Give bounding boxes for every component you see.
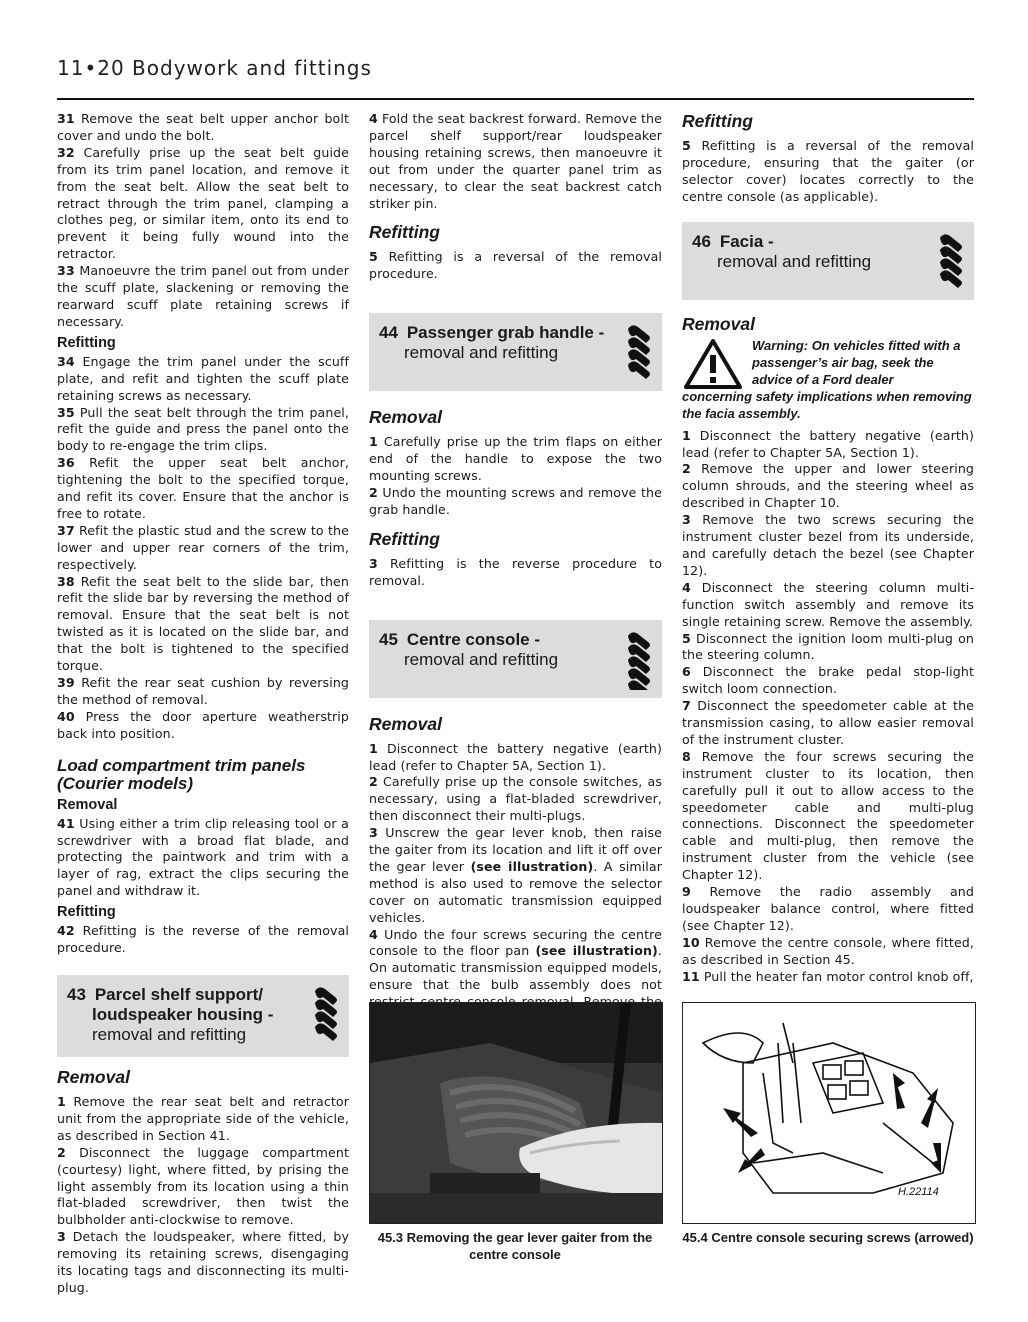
illustration-centre-console-screws xyxy=(682,1002,976,1224)
paragraph-1: 1 Disconnect the battery negative (earth) lead (refer to Chapter 5A, Section 1). xyxy=(369,740,662,773)
removal-heading: Removal xyxy=(369,407,442,428)
paragraph-31: 31 Remove the seat belt upper anchor bolt cover and undo the bolt. xyxy=(57,111,349,143)
spanner-difficulty-icon xyxy=(624,628,650,690)
paragraph-1: 1 Remove the rear seat belt and retractor unit from the appropriate side of the vehicle, as described in Section 41. xyxy=(57,1093,349,1143)
paragraph-32: 32 Carefully prise up the seat belt guide from its trim panel location, and remove it from the seat belt. Allow the seat belt to retract through the trim panel, clamping a clothes peg, or similar item, onto its end to prevent it being fully wound into the retractor. xyxy=(57,144,349,262)
paragraph-1: 1 Disconnect the battery negative (earth) lead (refer to Chapter 5A, Section 1). xyxy=(682,427,974,460)
section-46-subtitle: removal and refitting xyxy=(717,251,872,271)
paragraph-3: 3 Detach the loudspeaker, where fitted, by removing its retaining screws, disengaging its locating tags and disconnecting its multi-plug. xyxy=(57,1229,349,1295)
page-header: 11•20 Bodywork and fittings xyxy=(57,56,372,80)
figure-45-4-caption: 45.4 Centre console securing screws (arrowed) xyxy=(682,1230,974,1245)
paragraph-4: 4 Undo the four screws securing the centre console to the floor pan (see illustration). On automatic transmission equipped models, ensure that the bulb assembly does not xyxy=(369,926,662,993)
gear-gaiter-photo-image xyxy=(370,1003,662,1223)
warning-triangle-icon xyxy=(684,339,742,389)
arrows xyxy=(723,1073,941,1173)
section-43-title: Parcel shelf support/ xyxy=(94,984,263,1004)
paragraph-7: 7 Disconnect the speedometer cable at the transmission casing, to allow easier removal of the instrument cluster. xyxy=(682,698,974,747)
paragraph-3: 3 Refitting is the reverse procedure to removal. xyxy=(369,555,662,588)
paragraph-2: 2 Undo the mounting screws and remove the grab handle. xyxy=(369,484,662,517)
paragraph-4: 4 Disconnect the steering column multi-function switch assembly and remove its single retaining screw. Remove the assembly. xyxy=(682,579,974,629)
section-46-box: 46 Facia - removal and refitting xyxy=(682,222,974,300)
section-44-title: Passenger grab handle - xyxy=(406,323,605,343)
section-43-subtitle: removal and refitting xyxy=(92,1024,247,1044)
paragraph-2: 2 Remove the upper and lower steering column shrouds, and the steering wheel as described in Chapter 10. xyxy=(682,461,974,511)
warning-text-cont: concerning safety implications when removing the facia assembly. xyxy=(682,388,972,421)
paragraph-42: 42 Refitting is the reverse of the removal procedure. xyxy=(57,923,349,956)
paragraph-5: 5 Refitting is a reversal of the removal procedure. xyxy=(369,249,662,282)
removal-heading: Removal xyxy=(682,313,755,334)
header-rule xyxy=(57,98,974,100)
paragraph-34: 34 Engage the trim panel under the scuff plate, and refit and tighten the scuff plate retaining screws as necessary. xyxy=(57,353,349,403)
refitting-heading: Refitting xyxy=(369,222,440,243)
paragraph-6: 6 Disconnect the brake pedal stop-light switch loom connection. xyxy=(682,664,974,697)
section-43-title-2: loudspeaker housing - xyxy=(92,1004,274,1024)
paragraph-36: 36 Refit the upper seat belt anchor, tightening the bolt to the specified torque, and refit its cover. Ensure that the anchor is free to rotate. xyxy=(57,455,349,521)
refitting-heading: Refitting xyxy=(369,528,440,549)
section-44-box: 44 Passenger grab handle - removal and refitting xyxy=(369,313,662,391)
refitting-heading: Refitting xyxy=(682,111,753,131)
air-bag-warning xyxy=(682,337,974,422)
spanner-difficulty-icon xyxy=(311,983,337,1045)
paragraph-1: 1 Carefully prise up the trim flaps on either end of the handle to expose the two mounting screws. xyxy=(369,434,662,484)
refitting-heading: Refitting xyxy=(57,334,116,351)
paragraph-38: 38 Refit the seat belt to the slide bar, then refit the slide bar by reversing the method of removal. Ensure that the seat belt is not twisted as it is located on the slide bar, and that the bolt is tightened to the specified torque. xyxy=(57,573,349,674)
column-2 xyxy=(369,111,662,1028)
paragraph-3: 3 Unscrew the gear lever knob, then raise the gaiter from its location and lift it off over the gear lever (see illustration). A similar method is also used to remove the selector cover on automatic transmission equipped vehicles. xyxy=(369,825,662,925)
paragraph-5: 5 Refitting is a reversal of the removal procedure, ensuring that the gaiter (or selector cover) locates correctly to the centre console (as applicable). xyxy=(682,138,974,204)
paragraph-37: 37 Refit the plastic stud and the screw to the lower and upper rear corners of the trim, respectively. xyxy=(57,522,349,572)
column-3 xyxy=(682,111,974,986)
paragraph-2: 2 Disconnect the luggage compartment (courtesy) light, where fitted, by prising the light assembly from its location using a thin flat-bladed screwdriver, then twist the bulbholder anti-clockwise to remove. xyxy=(57,1144,349,1228)
section-44-subtitle: removal and refitting xyxy=(404,343,559,363)
paragraph-5: 5 Disconnect the ignition loom multi-plug on the steering column. xyxy=(682,630,974,663)
section-45-title: Centre console - xyxy=(406,629,541,649)
figure-45-3-caption: 45.3 Removing the gear lever gaiter from the centre console xyxy=(377,1230,653,1262)
section-45-box: 45 Centre console - removal and refitting xyxy=(369,620,662,698)
paragraph-33: 33 Manoeuvre the trim panel out from under the scuff plate, slackening or removing the rearward scuff plate retaining screws if necessary. xyxy=(57,263,349,329)
figure-code-label: H.22114 xyxy=(898,1186,939,1198)
warning-text: Warning: On vehicles fitted with a passenger’s air bag, seek the advice of a Ford dealer xyxy=(752,337,961,387)
paragraph-41: 41 Using either a trim clip releasing tool or a screwdriver with a broad flat blade, and protecting the paintwork and trim with a layer of rag, extract the clips securing the panel and withdraw it. xyxy=(57,815,349,899)
load-compartment-heading: Load compartment trim panels (Courier models) xyxy=(57,755,306,793)
paragraph-4: 4 Fold the seat backrest forward. Remove the parcel shelf support/rear loudspeaker housing retaining screws, then manoeuvre it out from under the quarter panel trim as necessary, to clear the seat backrest catch striker pin. xyxy=(369,111,662,211)
paragraph-10: 10 Remove the centre console, where fitted, as described in Section 45. xyxy=(682,934,974,967)
paragraph-9: 9 Remove the radio assembly and loudspeaker balance control, where fitted (see Chapter 12). xyxy=(682,884,974,933)
spanner-difficulty-icon xyxy=(936,230,962,292)
paragraph-3: 3 Remove the two screws securing the instrument cluster bezel from its underside, and carefully detach the bezel (see Chapter 12). xyxy=(682,512,974,578)
paragraph-39: 39 Refit the rear seat cushion by reversing the method of removal. xyxy=(57,675,349,707)
removal-heading: Removal xyxy=(369,713,442,734)
paragraph-2: 2 Carefully prise up the console switches, as necessary, using a flat-bladed screwdriver, then disconnect their multi-plugs. xyxy=(369,774,662,824)
paragraph-35: 35 Pull the seat belt through the trim panel, refit the guide and press the panel onto the body to re-engage the trim clips. xyxy=(57,404,349,454)
spanner-difficulty-icon xyxy=(624,321,650,383)
photo-gear-lever-gaiter xyxy=(369,1002,663,1224)
removal-heading: Removal xyxy=(57,796,118,813)
paragraph-11: 11 Pull the heater fan motor control knob off, xyxy=(682,968,974,984)
centre-console-line-drawing xyxy=(683,1003,975,1223)
removal-heading: Removal xyxy=(57,1066,130,1087)
column-1 xyxy=(57,111,349,1297)
section-43-box: 43 Parcel shelf support/ loudspeaker housing - removal and refitting xyxy=(57,975,349,1057)
paragraph-8: 8 Remove the four screws securing the instrument cluster to its location, then carefully pull it out to allow access to the speedometer cable and multi-plug connections. Disconnect the speedometer cable and multi-plug, then remove the instrument cluster from the vehicle (see Chapter 12). xyxy=(682,748,974,883)
section-45-subtitle: removal and refitting xyxy=(404,649,559,669)
paragraph-40: 40 Press the door aperture weatherstrip back into position. xyxy=(57,708,349,741)
section-46-title: Facia - xyxy=(719,231,774,251)
refitting-heading: Refitting xyxy=(57,904,116,921)
